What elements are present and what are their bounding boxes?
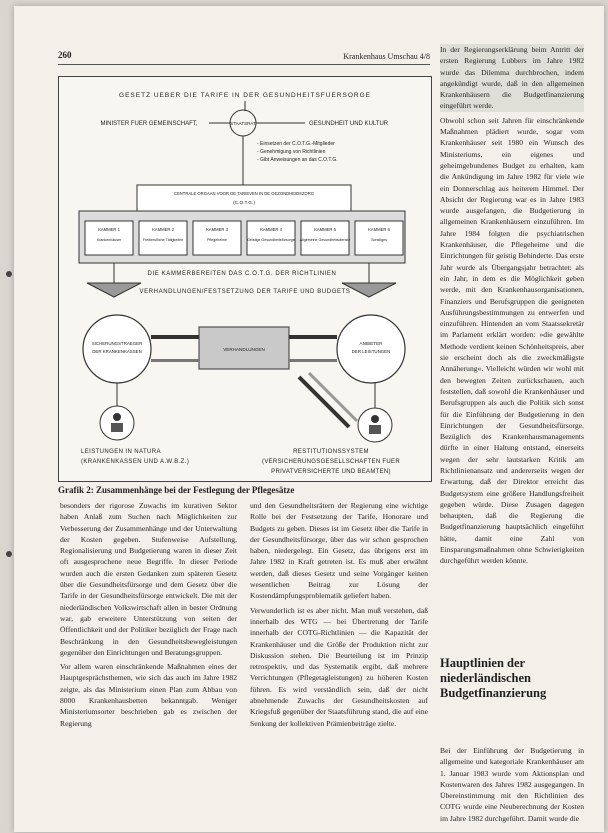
kammer-title: KAMMER 6 xyxy=(368,227,390,232)
kammer-subtitle: Allgemeine Gesundheitsdienste xyxy=(299,238,351,242)
paragraph: Bei der Einführung der Budgetierung in allgemeine und kategoriale Krankenhäuser am 1. Januar 1983 wurde vom Aktionsplan und Kostenwaren des Jahres 1982 ausgegangen. In Übereinstimmung mit den Richtlinien des COTG wurde eine Neuberechnung der Kosten im Jahre 1982 durchgeführt. Damit wurde die xyxy=(440,746,584,823)
list-item: - Genehmigung von Richtlinien xyxy=(257,149,326,155)
kammer-subtitle: Pflegeheime xyxy=(207,238,227,242)
bottom-right-label-1: RESTITUTIONSSYSTEM xyxy=(293,449,369,455)
minister-label-2: GESUNDHEIT UND KULTUR xyxy=(309,121,389,127)
punch-hole-icon xyxy=(6,271,12,277)
section-heading: Hauptlinien der niederländischen Budgetfinanzierung xyxy=(440,656,547,700)
figure-caption: Grafik 2: Zusammenhänge bei der Festlegung der Pflegesätze xyxy=(58,485,295,495)
right-label-1: ANBIETER xyxy=(359,341,383,346)
festsetzung-label: VERHANDLUNGEN/FESTSETZUNG DER TARIFE UND BUDGETS xyxy=(139,289,351,295)
bottom-left-label-2: (KRANKENKASSEN UND A.W.B.Z.) xyxy=(81,459,190,465)
kammer-subtitle: Krankenhäuser xyxy=(96,238,122,242)
punch-hole-icon xyxy=(6,551,12,557)
page-header xyxy=(58,50,430,65)
staatsrat-label: STAATSRAT xyxy=(230,121,256,126)
figure-diagram xyxy=(58,76,432,482)
kammer-subtitle: Freiberufliche Tätigkeiten xyxy=(142,238,184,242)
text-column-left xyxy=(60,500,237,826)
list-item: - Einsetzen der C.O.T.G.-Mitglieder xyxy=(257,141,335,147)
list-item: - Gibt Anweisungen an das C.O.T.G. xyxy=(257,157,338,163)
right-label-2: DER LEISTUNGEN xyxy=(351,349,391,354)
kammer-subtitle: Sonstiges xyxy=(371,238,387,242)
journal-title: Krankenhaus Umschau 4/8 xyxy=(343,52,430,61)
paragraph: In der Regierungserklärung beim Antritt der ersten Regierung Lubbers im Jahre 1982 wurde das Dilemma durchbrochen, indem angekündigt wurde, daß in den allgemeinen Krankenhäusern die Budgetfinanzierung eingeführt werde. xyxy=(440,45,584,111)
text-column-middle xyxy=(250,500,428,826)
kammer-title: KAMMER 2 xyxy=(152,227,174,232)
text-column-right-bottom xyxy=(440,745,584,833)
kammer-title: KAMMER 1 xyxy=(98,227,120,232)
paragraph: Obwohl schon seit Jahren für einschränkende Maßnahmen plädiert wurde, sogar vom Krankenhäuser seit 1980 ein Wunsch des Ministeriums, ein eigenes und geheimgebundenes Budget zu erhalten, kam die Ankündigung im Jahre 1982 für viele wie ein Donnerschlag aus heiterem Himmel. Der Absicht der Regierung war es in Jahre 1983 wurde ausgefangen, die Budgetierung in allgemeinen Krankenhäusern einzuführen. Im Jahre 1984 folgten die psychiatrischen Krankenhäuser, die Pflegeheime und die Einrichtungen für geistig Behinderte. Das erste Jahr wurde als Übergangsjahr betrachtet: als ein Jahr, in dem es die Möglichkeit geben werde, mit den Krankenhausorganisationen, Finanziers und Berufsgruppen die geeigneten Ausführungsbestimmungen zu entwerfen und einzuführen. Hintenden an vom Staatssekretär im Parlament erklärt worden: »die gewählte Methode verdient keinen Schönheitspreis, aber sie erscheint doch als die zweckmäßigste Annäherung«. Vielleicht würden wir wohl mit den bewegten Zeiten zurückschauen, auch feststellen, daß sowohl die Krankenhäuser und Berufsgruppen als auch die Politik sich sonst für die Einführung der Budgetierung in den Einrichtungen der Gesundheitsfürsorge. Bezüglich des Krankenhausmanagements dürfte in einer Haltung entstand, einerseits wegen der sehr lautstarken Kritik am Richtlinienansatz und andererseits wegen der Erwartung, daß der Direktor erreicht das Budgetsystem eine größere Handlungsfreiheit gegeben würde. Diese Zusagen dagegen behaupten, daß die Regierung die Budgetfinanzierung hauptsächlich eingeführt hätte, damit eine Zahl von Einsparungsmaßnahmen ohne Schwierigkeiten durchgeführt werden könnte. xyxy=(440,115,584,566)
kammer-title: KAMMER 5 xyxy=(314,227,336,232)
left-label-1: SICHERUNGSTRAEGER xyxy=(91,341,143,346)
kammer-subtitle: Geistige Gesundheitsfürsorge xyxy=(247,238,295,242)
left-label-2: DER KRANKENKASSEN xyxy=(92,349,142,354)
cotg-title: CENTRALE ORGAAN VOOR DE TARIEVEN IN DE GEZONDHEIDSZORG xyxy=(173,191,315,196)
text-column-right xyxy=(440,44,584,640)
paragraph: Vor allem waren einschränkende Maßnahmen eines der Hauptgesprächsthemen, wie sich das auch im Jahre 1982 zeigte, als das Ministerium einen Plan zum Abbau von 8000 Krankenhausbetten bekanntgab. Weniger Ministeriumsorter beschrieben gab es zwischen der Regierung xyxy=(60,662,237,728)
page-number: 260 xyxy=(58,50,72,60)
paragraph: besonders der rigorose Zuwachs im kurativen Sektor haben Anlaß zum Suchen nach Möglichkeiten zur Verbesserung der Zusammenhänge und der Unterwaltung der Kosten gegeben. Stufenweise Aufstellung, Regionalisierung und Budgetierung waren in dieser Zeit oft ausgesprochene neue Begriffe. In dieser Periode wurden auch die ersten Gedanken zum späteren Gesetz über die Gesundheitsfürsorge und dem Gesetz über die Tarife in der Gesundheitsfürsorge entwickelt. Die mit der niederländischen Volkswirtschaft allen in bester Ordnung war, gab erweitere Unterstützung von seiten der Öffentlichkeit und der Politiker bezüglich der Frage nach Beschränkung in den Gesundheitsbewegleistungen gegenüber den Einrichtungen und Beratungsgruppen. xyxy=(60,501,237,657)
paragraph: und den Gesundheitsrätern der Regierung eine wichtige Rolle bei der Festsetzung der Tarife, Honorare und Budgets zu geben. Dieses ist im Gesetz über die Tarife in der Gesundheitsfürsorge, über das wir schon gesprochen haben, niedergelegt. Ein Gesetz, das übrigens erst im Jahre 1982 in Kraft getreten ist. Es muß aber erwähnt werden, daß dieses Gesetz und seine Vorgänger keinen wesentlichen Beitrag zur Lösung der Kostendämpfungsproblematik geliefert haben. xyxy=(250,501,428,601)
kammer-caption: DIE KAMMERBEREITEN DAS C.O.T.G. DER RICHTLINIEN xyxy=(147,271,337,277)
kammer-title: KAMMER 4 xyxy=(260,227,282,232)
bottom-left-label-1: LEISTUNGEN IN NATURA xyxy=(81,449,161,455)
center-label: VERHANDLUNGEN xyxy=(223,347,265,352)
kammer-title: KAMMER 3 xyxy=(206,227,228,232)
bottom-right-label-2: (VERSICHERUNGSGESELLSCHAFTEN FUER xyxy=(262,459,400,465)
paragraph: Verwunderlich ist es aber nicht. Man muß verstehen, daß innerhalb des WTG — bei Übertretung der Tarife innerhalb der COTG-Richtlinien — die Kapazität der Krankenhäuser und die Größe der Produktion nicht zur Diskussion stehen. Die Beurteilung ist im Prinzip retrospektiv, und das Systematik ergibt, daß mehrere Verrichtungen (Pflegetagleistungen) zu höheren Kosten führen. Es wird verständlich sein, daß der nicht abnehmende Zuwachs der Gesundheitskosten auf Kriegsfuß gegenüber der Staatsführung stand, die auf eine Senkung der kollektiven Prämienbeiträge zielte. xyxy=(250,605,428,728)
minister-label: MINISTER FUER GEMEINSCHAFT, xyxy=(100,121,198,127)
cotg-box xyxy=(137,185,351,211)
bottom-right-label-3: PRIVATVERSICHERTE UND BEAMTEN) xyxy=(271,469,391,475)
diagram-svg xyxy=(59,77,431,481)
law-title: GESETZ UEBER DIE TARIFE IN DER GESUNDHEITSFUERSORGE xyxy=(119,92,371,99)
cotg-sub: (C.O.T.G.) xyxy=(233,201,255,206)
